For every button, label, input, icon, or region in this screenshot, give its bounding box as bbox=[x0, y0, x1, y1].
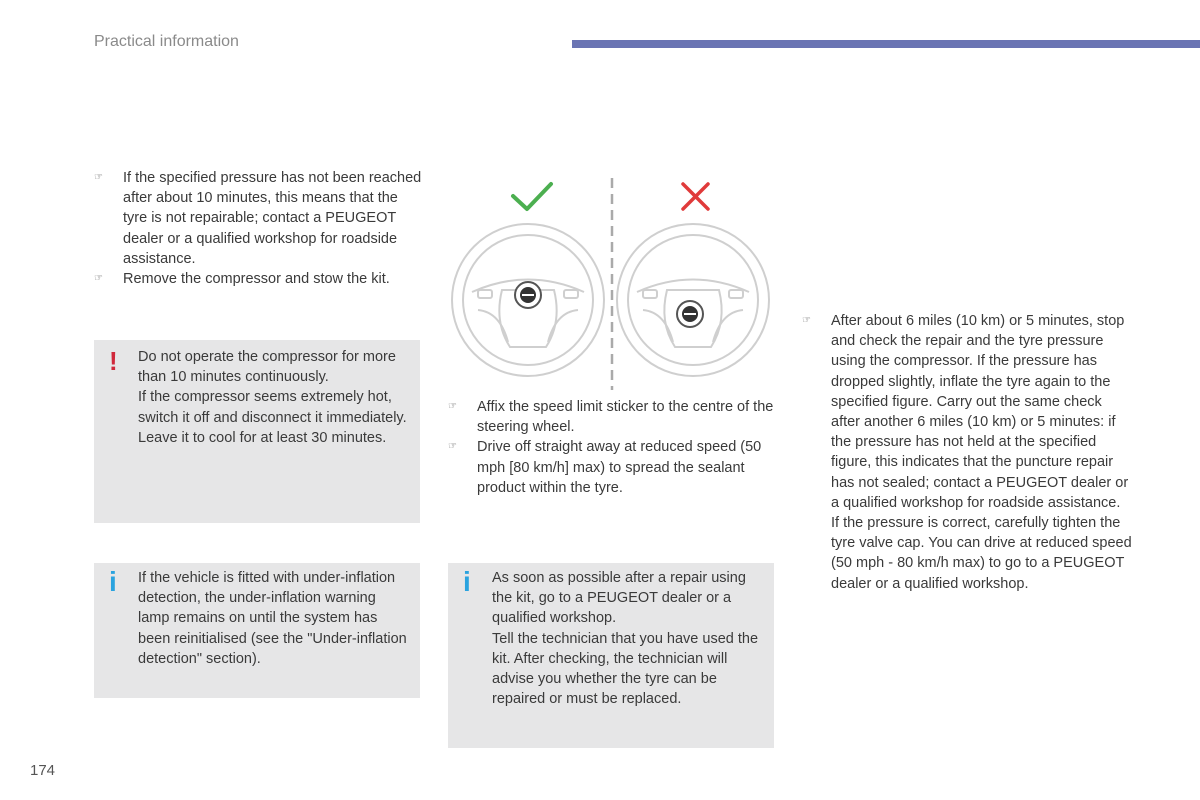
check-icon bbox=[513, 184, 551, 209]
steering-wheel-right bbox=[617, 224, 769, 376]
warning-box bbox=[94, 340, 420, 523]
left-bullet-list bbox=[94, 168, 424, 289]
info-box-middle bbox=[448, 563, 774, 748]
pointing-hand-icon: ☞ bbox=[94, 273, 103, 285]
speed-sticker-left bbox=[515, 282, 541, 308]
cross-icon bbox=[683, 184, 708, 209]
list-item bbox=[448, 437, 774, 498]
pointing-hand-icon: ☞ bbox=[94, 172, 103, 183]
warning-text: Do not operate the compressor for more than 10 minutes continuously. If the compressor seems extremely hot, switch it off and disconnect it immediately. Leave it to cool for at least 30 minutes. bbox=[138, 349, 407, 446]
list-item-text: After about 6 miles (10 km) or 5 minutes, stop and check the repair and the tyre pressure using the compressor. If the pressure has dropped slightly, inflate the tyre again to the specified figure. Carry out the same check after another 6 miles (10 km) or 5 minutes: if the pressure has not held at the specified figure, this indicates that the puncture repair has not sealed; contact a PEUGEOT dealer or a qualified workshop for roadside assistance. If the pressure is correct, carefully tighten the tyre valve cap. You can drive at reduced speed (50 mph - 80 km/h max) to go to a PEUGEOT dealer or a qualified workshop. bbox=[831, 313, 1132, 592]
list-item bbox=[802, 311, 1132, 594]
info-box-left bbox=[94, 563, 420, 698]
page-number: 174 bbox=[30, 762, 56, 779]
pointing-hand-icon: ☞ bbox=[448, 401, 457, 412]
steering-wheel-sticker-illustration bbox=[450, 172, 776, 394]
list-item-text: Affix the speed limit sticker to the centre of the steering wheel. bbox=[477, 399, 774, 436]
list-item-text: Remove the compressor and stow the kit. bbox=[123, 271, 390, 288]
list-item bbox=[94, 269, 424, 289]
middle-bullet-list bbox=[448, 397, 774, 498]
header-accent-bar bbox=[572, 40, 1200, 48]
list-item bbox=[448, 397, 774, 437]
speed-sticker-right bbox=[677, 301, 703, 327]
right-bullet-list bbox=[802, 311, 1132, 594]
info-icon: i bbox=[109, 566, 117, 597]
info-text-middle: As soon as possible after a repair using the kit, go to a PEUGEOT dealer or a qualified workshop. Tell the technician that you have used the kit. After checking, the technician will advise you whether the tyre can be repaired or must be replaced. bbox=[492, 570, 759, 708]
section-title: Practical information bbox=[94, 33, 239, 50]
list-item-text: If the specified pressure has not been reached after about 10 minutes, this means that the tyre is not repairable; contact a PEUGEOT dealer or a qualified workshop for roadside assistance. bbox=[123, 170, 422, 267]
pointing-hand-icon: ☞ bbox=[802, 315, 811, 326]
list-item-text: Drive off straight away at reduced speed (50 mph [80 km/h] max) to spread the sealant product within the tyre. bbox=[477, 439, 762, 496]
info-text-left: If the vehicle is fitted with under-inflation detection, the under-inflation warning lamp remains on until the system has been reinitialised (see the "Under-inflation detection" section). bbox=[138, 570, 407, 667]
info-icon: i bbox=[463, 566, 471, 597]
exclamation-icon: ! bbox=[109, 346, 118, 376]
list-item bbox=[94, 168, 424, 269]
pointing-hand-icon: ☞ bbox=[448, 441, 457, 453]
